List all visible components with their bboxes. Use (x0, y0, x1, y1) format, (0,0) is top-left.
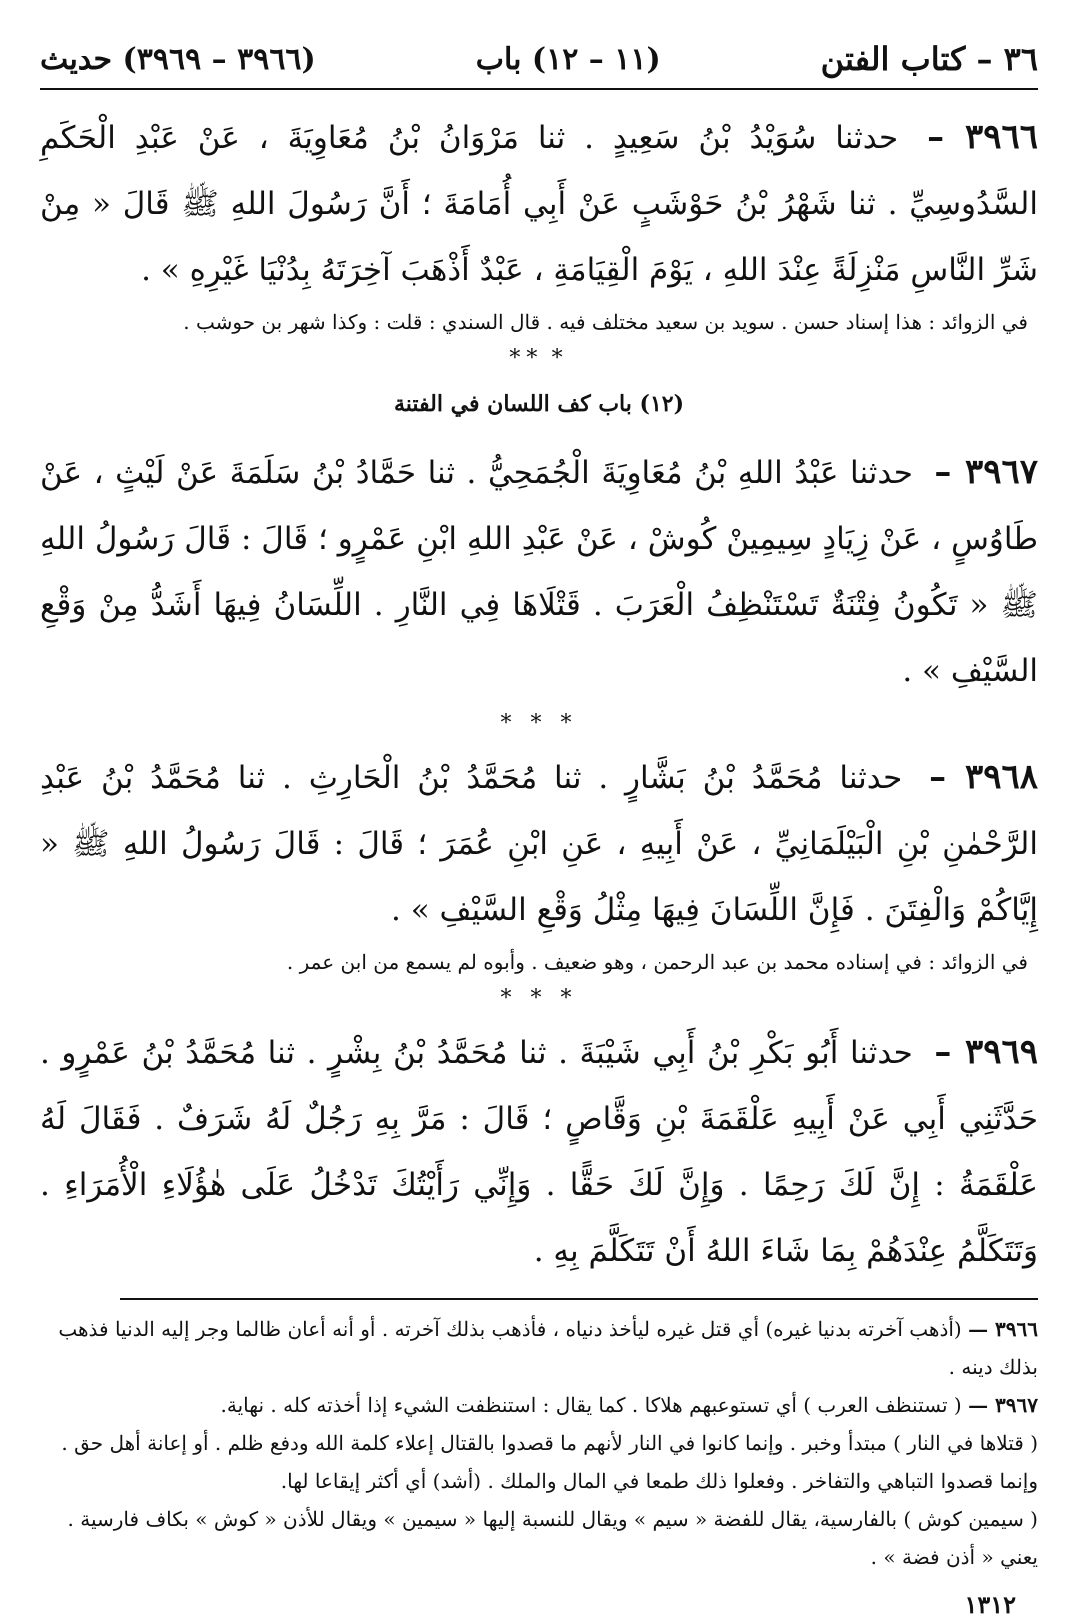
hadith-text: حدثنا سُوَيْدُ بْنُ سَعِيدٍ . ثنا مَرْوَانُ بْنُ مُعَاوِيَةَ ، عَنْ عَبْدِ الْحَكَمِ السَّدُوسِيِّ . ثنا شَهْرُ بْنُ حَوْشَبٍ عَنْ أَبِي أُمَامَةَ ؛ أَنَّ رَسُولَ اللهِ ﷺ قَالَ « مِنْ شَرِّ النَّاسِ مَنْزِلَةً عِنْدَ اللهِ ، يَوْمَ الْقِيَامَةِ ، عَبْدٌ أَذْهَبَ آخِرَتَهُ بِدُنْيَا غَيْرِهِ » . (40, 120, 1038, 288)
footnote (40, 1500, 1038, 1576)
header-chapter-range: (١١ – ١٢) باب (475, 41, 661, 77)
hadith-text: حدثنا مُحَمَّدُ بْنُ بَشَّارٍ . ثنا مُحَمَّدُ بْنُ الْحَارِثِ . ثنا مُحَمَّدُ بْنُ عَبْدِ الرَّحْمٰنِ بْنِ الْبَيْلَمَانِيِّ ، عَنْ أَبِيهِ ، عَنِ ابْنِ عُمَرَ ؛ قَالَ : قَالَ رَسُولُ اللهِ ﷺ « إِيَّاكُمْ وَالْفِتَنَ . فَإِنَّ اللِّسَانَ فِيهَا مِثْلُ وَقْعِ السَّيْفِ » . (40, 760, 1038, 928)
footnote-text: (أذهب آخرته بدنيا غيره) أي قتل غيره ليأخذ دنياه ، فأذهب بذلك آخرته . أو أنه أعان ظالما وجر إليه الدنيا فذهب بذلك دينه . (58, 1317, 1038, 1379)
footnote (40, 1424, 1038, 1500)
separator: * * * (500, 711, 578, 736)
footnotes (40, 1310, 1038, 1576)
hadith-text: حدثنا أَبُو بَكْرِ بْنُ أَبِي شَيْبَةَ . ثنا مُحَمَّدُ بْنُ بِشْرٍ . ثنا مُحَمَّدُ بْنُ عَمْرٍو . حَدَّثَنِي أَبِي عَنْ أَبِيهِ عَلْقَمَةَ بْنِ وَقَّاصٍ ؛ قَالَ : مَرَّ بِهِ رَجُلٌ لَهُ شَرَفٌ . فَقَالَ لَهُ عَلْقَمَةُ : إِنَّ لَكَ رَحِمًا . وَإِنَّ لَكَ حَقًّا . وَإِنِّي رَأَيْتُكَ تَدْخُلُ عَلَى هٰؤُلَاءِ الْأُمَرَاءِ . وَتَتَكَلَّمُ عِنْدَهُمْ بِمَا شَاءَ اللهُ أَنْ تَتَكَلَّمَ بِهِ . (40, 1035, 1038, 1269)
hadith-number: ٣٩٦٨ – (929, 757, 1039, 797)
separator: * ** (509, 346, 569, 371)
footnote-number: ٣٩٦٧ — (968, 1393, 1038, 1417)
chapter-title: (١٢) باب كف اللسان في الفتنة (393, 391, 684, 417)
zawaid-note: في الزوائد : في إسناده محمد بن عبد الرحمن ، وهو ضعيف . وأبوه لم يسمع من ابن عمر . (286, 950, 1028, 974)
page-number: ١٣١٢ (964, 1590, 1016, 1619)
footnote-text: ( قتلاها في النار ) مبتدأ وخبر . وإنما كانوا في النار لأنهم ما قصدوا بالقتال إعلاء كلمة الله ودفع ظلم . أو إعانة أهل حق . وإنما قصدوا التباهي والتفاخر . وفعلوا ذلك طمعا في المال والملك . (أشد) أي أكثر إيقاعا لها. (61, 1431, 1038, 1493)
hadith-number: ٣٩٦٩ – (934, 1032, 1038, 1072)
hadith-text: حدثنا عَبْدُ اللهِ بْنُ مُعَاوِيَةَ الْجُمَحِيُّ . ثنا حَمَّادُ بْنُ سَلَمَةَ عَنْ لَيْثٍ ، عَنْ طَاوُسٍ ، عَنْ زِيَادٍ سِيمِينْ كُوشْ ، عَنْ عَبْدِ اللهِ ابْنِ عَمْرٍو ؛ قَالَ : قَالَ رَسُولُ اللهِ ﷺ « تَكُونُ فِتْنَةٌ تَسْتَنْظِفُ الْعَرَبَ . قَتْلَاهَا فِي النَّارِ . اللِّسَانُ فِيهَا أَشَدُّ مِنْ وَقْعِ السَّيْفِ » . (40, 455, 1038, 689)
footnote (40, 1310, 1038, 1386)
hadith-3967 (40, 439, 1038, 704)
running-header (40, 30, 1038, 90)
zawaid-note: في الزوائد : هذا إسناد حسن . سويد بن سعيد مختلف فيه . قال السندي : قلت : وكذا شهر بن حوشب . (183, 310, 1028, 334)
header-page-label: ٣٦ – كتاب الفتن (820, 40, 1038, 78)
hadith-3968 (40, 744, 1038, 943)
header-hadith-range: (٣٩٦٦ – ٣٩٦٩) حديث (40, 41, 316, 77)
footnote (40, 1386, 1038, 1424)
separator: * * * (500, 986, 578, 1011)
footnote-number: ٣٩٦٦ — (968, 1317, 1038, 1341)
hadith-number: ٣٩٦٦ – (927, 117, 1038, 157)
footnote-divider (120, 1298, 1038, 1300)
hadith-3969 (40, 1019, 1038, 1284)
hadith-3966 (40, 104, 1038, 303)
footnote-text: ( تستنظف العرب ) أي تستوعبهم هلاكا . كما يقال : استنظفت الشيء إذا أخذته كله . نهاية. (220, 1393, 962, 1417)
hadith-number: ٣٩٦٧ – (934, 452, 1038, 492)
footnote-text: ( سيمين كوش ) بالفارسية، يقال للفضة « سيم » ويقال للنسبة إليها « سيمين » ويقال للأذن « كوش » بكاف فارسية . يعني « أذن فضة » . (67, 1507, 1038, 1569)
